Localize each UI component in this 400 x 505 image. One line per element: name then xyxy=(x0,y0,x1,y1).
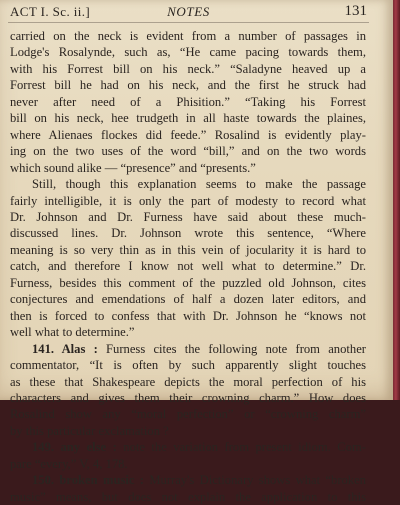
text-line: Furness, besides this comment of the puzzled old Johnson, cites xyxy=(10,275,366,290)
act-scene-label: ACT I. Sc. ii.] xyxy=(10,4,91,19)
page-number: 131 xyxy=(344,3,367,19)
text-line: Lodge's Rosalynde, such as, “He came pacing towards them, xyxy=(10,45,366,60)
note-text: Furness cites the following note from another xyxy=(106,341,366,356)
text-line: music” means, but does not explain the application to this xyxy=(10,489,366,504)
book-cover-edge xyxy=(393,0,400,400)
note-label: 141. Alas : xyxy=(32,341,98,356)
text-line: which sound alike — “presence” and “presents.” xyxy=(10,160,256,175)
note-text: note the variation from present idiom. Com- xyxy=(123,440,366,455)
text-line: by this particular exclamation ? xyxy=(10,423,169,438)
text-line: with his Forrest bill on his neck.” “Saladyne heaved up a xyxy=(10,61,366,76)
text-line: where Alienaes flockes did feede.” Rosalind is evidently play- xyxy=(10,127,366,142)
text-line: well what to determine.” xyxy=(10,325,135,340)
text-line: commentator, “It is often by such apparently slight touches xyxy=(10,358,366,373)
text-line: Still, though this explanation seems to make the passage xyxy=(32,177,366,192)
notes-body xyxy=(10,28,366,505)
text-line: never after need of a Phisition.” “Taking his Forrest xyxy=(10,94,366,109)
note-label: 150. broken music : xyxy=(32,473,144,488)
text-line: then is forced to confess that with Dr. Johnson he “knows not xyxy=(10,308,366,323)
note-entry-150 xyxy=(10,472,366,505)
text-line: meaning is so very thin as in this vein of jocularity it is hard to xyxy=(10,242,366,257)
text-line: as these that Shakespeare depicts the moral perfection of his xyxy=(10,374,366,389)
text-line xyxy=(10,439,366,455)
text-line: Dr. Johnson and Dr. Furness have said about these much- xyxy=(10,209,366,224)
text-line xyxy=(10,472,366,488)
note-entry-149 xyxy=(10,439,366,472)
running-header xyxy=(10,3,367,21)
text-line: bill on his neck, hee trudgeth in all haste towards the plaines, xyxy=(10,111,366,126)
text-line: conjectures and emendations of half a dozen later editors, and xyxy=(10,292,366,307)
text-line: Forrest bill he had on his neck, and the first he struck had xyxy=(10,78,366,93)
header-rule xyxy=(8,22,369,23)
text-line xyxy=(10,341,366,357)
text-line: Rosalind show any “moral perfection” or “crowning charm” xyxy=(10,407,366,422)
text-line: discussed lines. Dr. Johnson wrote this sentence, “Where xyxy=(10,226,366,241)
text-line: carried on the neck is evident from a number of passages in xyxy=(10,29,366,43)
note-paragraph xyxy=(10,28,366,176)
note-entry-141 xyxy=(10,341,366,440)
note-text: Murray's Dictionary shows what “broken xyxy=(149,473,366,488)
text-line: characters and gives them their crowning charm.” How does xyxy=(10,390,366,405)
note-paragraph xyxy=(10,176,366,341)
note-label: 149. any else : xyxy=(32,440,117,455)
text-line: catch, and therefore I know not well what to determine.” Dr. xyxy=(10,259,366,274)
text-line: pare “every,” V, 4, 178. xyxy=(10,456,128,471)
text-line: ing on the two uses of the word “bill,” and on the two words xyxy=(10,144,366,159)
page-title: NOTES xyxy=(167,4,210,19)
text-line: fairly intelligible, it is only the part of modesty to record what xyxy=(10,193,366,208)
